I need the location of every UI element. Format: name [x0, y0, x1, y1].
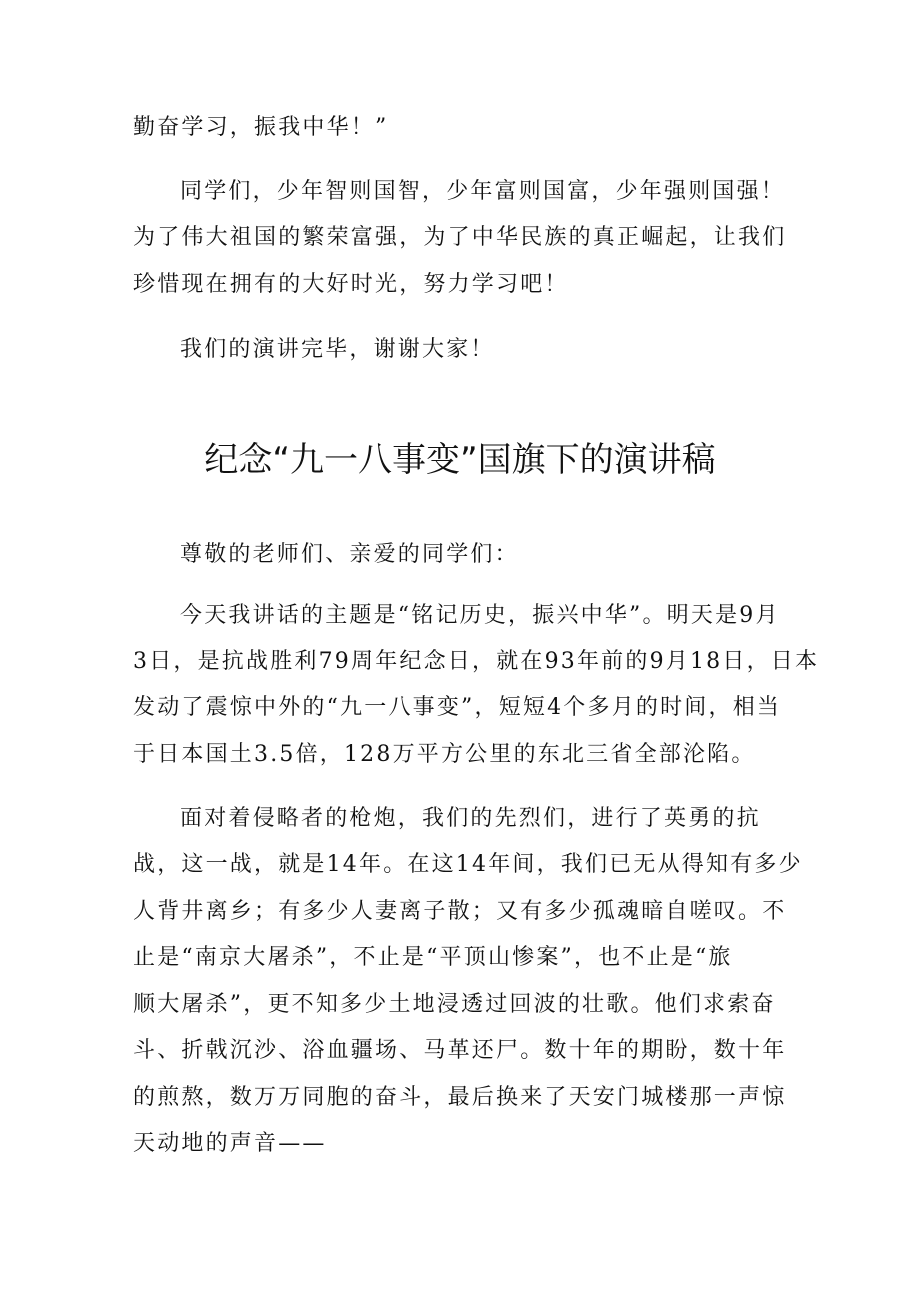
speech-paragraph1-line2: 3日，是抗战胜利79周年纪念日，就在93年前的9月18日，日本 — [133, 649, 820, 674]
speech-paragraph2-line1: 面对着侵略者的枪炮，我们的先烈们，进行了英勇的抗 — [180, 806, 761, 831]
speech-paragraph2-line7: 的煎熬，数万万同胞的奋斗，最后换来了天安门城楼那一声惊 — [133, 1085, 787, 1110]
previous-speech-closing-line: 勤奋学习，振我中华！” — [133, 115, 389, 140]
speech-paragraph2-line4: 止是“南京大屠杀”，不止是“平顶山惨案”，也不止是“旅 — [133, 945, 733, 970]
speech-paragraph1-line1: 今天我讲话的主题是“铭记历史，振兴中华”。明天是9月 — [180, 603, 780, 628]
speech-paragraph2-line6: 斗、折戟沉沙、浴血疆场、马革还尸。数十年的期盼，数十年 — [133, 1038, 787, 1063]
previous-speech-paragraph1-line3: 珍惜现在拥有的大好时光，努力学习吧！ — [133, 272, 569, 297]
previous-speech-paragraph1-line1: 同学们，少年智则国智，少年富则国富，少年强则国强！ — [180, 179, 786, 204]
speech-paragraph2-line5: 顺大屠杀”，更不知多少土地浸透过回波的壮歌。他们求索奋 — [133, 992, 776, 1017]
speech-paragraph2-line2: 战，这一战，就是14年。在这14年间，我们已无从得知有多少 — [133, 852, 803, 877]
speech-paragraph2-line8: 天动地的声音—— — [133, 1131, 327, 1156]
speech-salutation: 尊敬的老师们、亲爱的同学们： — [180, 542, 519, 567]
speech-paragraph1-line3: 发动了震惊中外的“九一八事变”，短短4个多月的时间，相当 — [133, 695, 782, 720]
speech-title: 纪念“九一八事变”国旗下的演讲稿 — [204, 440, 716, 480]
speech-paragraph1-line4: 于日本国土3.5倍，128万平方公里的东北三省全部沦陷。 — [133, 742, 756, 767]
previous-speech-ending: 我们的演讲完毕，谢谢大家！ — [180, 337, 495, 362]
previous-speech-paragraph1-line2: 为了伟大祖国的繁荣富强，为了中华民族的真正崛起，让我们 — [133, 225, 787, 250]
speech-paragraph2-line3: 人背井离乡；有多少人妻离子散；又有多少孤魂暗自嗟叹。不 — [133, 899, 787, 924]
